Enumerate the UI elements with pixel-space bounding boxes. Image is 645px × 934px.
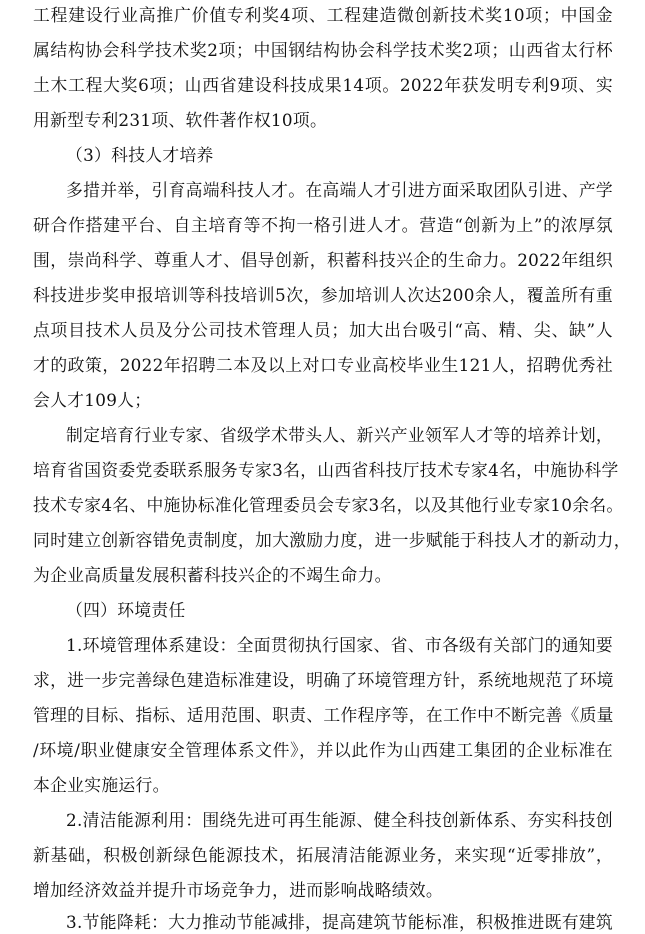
section-heading: （3）科技人才培养 [66,145,214,165]
paragraph-line: /环境/职业健康安全管理体系文件》，并以此作为山西建工集团的企业标准在 [33,740,613,760]
paragraph-line: 制定培育行业专家、省级学术带头人、新兴产业领军人才等的培养计划， [66,425,613,445]
paragraph-line: 才的政策，2022年招聘二本及以上对口专业高校毕业生121人，招聘优秀社 [33,355,613,375]
paragraph-line: 管理的目标、指标、适用范围、职责、工作程序等，在工作中不断完善《质量 [33,705,614,725]
paragraph-line: 土木工程大奖6项；山西省建设科技成果14项。2022年获发明专利9项、实 [33,75,613,95]
paragraph-line: 培育省国资委党委联系服务专家3名，山西省科技厅技术专家4名，中施协科学 [33,460,619,480]
paragraph-line: 3.节能降耗：大力推动节能减排，提高建筑节能标准，积极推进既有建筑 [66,912,613,932]
paragraph-line: 工程建设行业高推广价值专利奖4项、工程建造微创新技术奖10项；中国金 [33,5,613,25]
paragraph-line: 技术专家4名、中施协标准化管理委员会专家3名，以及其他行业专家10余名。 [33,495,624,515]
paragraph-line: 1.环境管理体系建设：全面贯彻执行国家、省、市各级有关部门的通知要 [66,635,613,655]
paragraph-line: 本企业实施运行。 [33,775,170,795]
paragraph-line: 科技进步奖申报培训等科技培训5次，参加培训人次达200余人，覆盖所有重 [33,285,613,305]
paragraph-line: 围，崇尚科学、尊重人才、倡导创新，积蓄科技兴企的生命力。2022年组织 [33,250,613,270]
paragraph-line: 新基础，积极创新绿色能源技术，拓展清洁能源业务，来实现“近零排放”， [33,845,613,865]
paragraph-line: 点项目技术人员及分公司技术管理人员；加大出台吸引“高、精、尖、缺”人 [33,320,613,340]
paragraph-line: 多措并举，引育高端科技人才。在高端人才引进方面采取团队引进、产学 [66,180,613,200]
paragraph-line: 研合作搭建平台、自主培育等不拘一格引进人才。营造“创新为上”的浓厚氛 [33,215,613,235]
section-heading: （四）环境责任 [66,600,186,620]
paragraph-line: 同时建立创新容错免责制度，加大激励力度，进一步赋能于科技人才的新动力， [33,530,631,550]
paragraph-line: 2.清洁能源利用：围绕先进可再生能源、健全科技创新体系、夯实科技创 [66,810,613,830]
paragraph-line: 属结构协会科学技术奖2项；中国钢结构协会科学技术奖2项；山西省太行杯 [33,40,613,60]
paragraph-line: 为企业高质量发展积蓄科技兴企的不竭生命力。 [33,565,392,585]
paragraph-line: 增加经济效益并提升市场竞争力，进而影响战略绩效。 [33,880,443,900]
paragraph-line: 求，进一步完善绿色建造标准建设，明确了环境管理方针，系统地规范了环境 [33,670,614,690]
paragraph-line: 用新型专利231项、软件著作权10项。 [33,110,328,130]
paragraph-line: 会人才109人； [33,390,152,410]
